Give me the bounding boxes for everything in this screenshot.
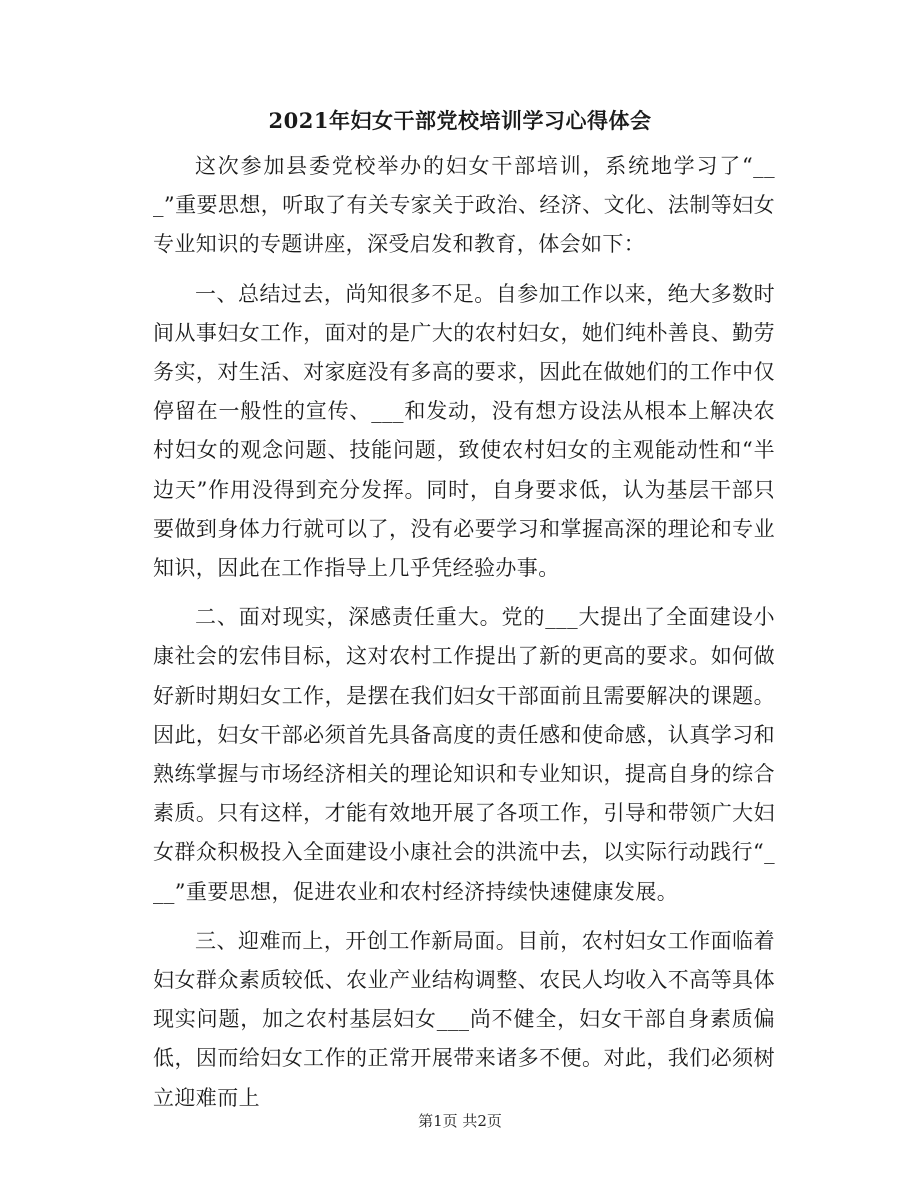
document-body: [153, 147, 775, 1128]
paragraph-intro: 这次参加县委党校举办的妇女干部培训，系统地学习了“___”重要思想，听取了有关专家关于政治、经济、文化、法制等妇女专业知识的专题讲座，深受启发和教育，体会如下：: [153, 154, 775, 257]
page-number-footer: 第1页 共2页: [418, 1112, 502, 1130]
paragraph-section-two: 二、面对现实，深感责任重大。党的___大提出了全面建设小康社会的宏伟目标，这对农村工作提出了新的更高的要求。如何做好新时期妇女工作，是摆在我们妇女干部面前且需要解决的课题。因此，妇女干部必须首先具备高度的责任感和使命感，认真学习和熟练掌握与市场经济相关的理论知识和专业知识，提高自身的综合素质。只有这样，才能有效地开展了各项工作，引导和带领广大妇女群众积极投入全面建设小康社会的洪流中去，以实际行动践行“___”重要思想，促进农业和农村经济持续快速健康发展。: [153, 605, 775, 904]
paragraph-section-three: 三、迎难而上，开创工作新局面。目前，农村妇女工作面临着妇女群众素质较低、农业产业结构调整、农民人均收入不高等具体现实问题，加之农村基层妇女___尚不健全，妇女干部自身素质偏低，因而给妇女工作的正常开展带来诸多不便。对此，我们必须树立迎难而上: [153, 928, 775, 1110]
paragraph-section-one: 一、总结过去，尚知很多不足。自参加工作以来，绝大多数时间从事妇女工作，面对的是广大的农村妇女，她们纯朴善良、勤劳务实，对生活、对家庭没有多高的要求，因此在做她们的工作中仅停留在一般性的宣传、___和发动，没有想方设法从根本上解决农村妇女的观念问题、技能问题，致使农村妇女的主观能动性和“半边天”作用没得到充分发挥。同时，自身要求低，认为基层干部只要做到身体力行就可以了，没有必要学习和掌握高深的理论和专业知识，因此在工作指导上几乎凭经验办事。: [153, 281, 775, 581]
document-title: 2021年妇女干部党校培训学习心得体会: [268, 108, 652, 133]
